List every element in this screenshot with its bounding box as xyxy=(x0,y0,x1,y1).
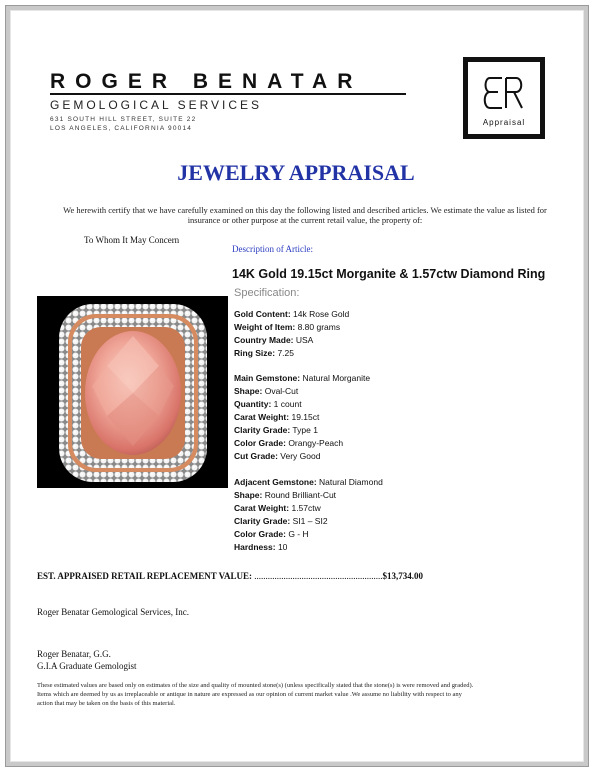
signer-name: Roger Benatar, G.G. xyxy=(37,649,111,659)
spec-group-main-gemstone xyxy=(234,372,370,463)
value-amount: $13,734.00 xyxy=(382,571,423,581)
spec-row: Hardness: 10 xyxy=(234,542,288,552)
spec-row: Cut Grade: Very Good xyxy=(234,451,321,461)
spec-group-metal xyxy=(234,308,349,360)
company-subtitle: GEMOLOGICAL SERVICES xyxy=(50,98,263,112)
recipient: To Whom It May Concern xyxy=(84,235,180,245)
spec-row: Clarity Grade: SI1 – SI2 xyxy=(234,516,328,526)
certification-text: We herewith certify that we have carefully examined on this day the following listed and described articles. We estimate the value as listed for insurance or other purpose at the current retail value, the property of: xyxy=(63,205,547,225)
spec-row: Color Grade: Orangy-Peach xyxy=(234,438,344,448)
signer-title: G.I.A Graduate Gemologist xyxy=(37,661,137,671)
spec-group-adjacent-gemstone xyxy=(234,476,383,554)
ring-photo xyxy=(37,296,228,488)
disclaimer: These estimated values are based only on estimates of the size and quality of mounted stone(s) (unless specifically stated that the stone(s) is were removed and graded). Items which are deemed by us as irreplaceable or antique in nature are expressed as our opinion of current market value .We assume no liability with respect to any action that may be taken on the basis of this material. xyxy=(37,682,474,707)
item-title: 14K Gold 19.15ct Morganite & 1.57ctw Diamond Ring xyxy=(232,267,546,281)
spec-row: Weight of Item: 8.80 grams xyxy=(234,322,341,332)
document-title: JEWELRY APPRAISAL xyxy=(177,160,415,185)
spec-row: Clarity Grade: Type 1 xyxy=(234,425,318,435)
logo-caption: Appraisal xyxy=(482,118,526,127)
spec-row: Ring Size: 7.25 xyxy=(234,348,294,358)
spec-row: Main Gemstone: Natural Morganite xyxy=(234,373,371,383)
value-label: EST. APPRAISED RETAIL REPLACEMENT VALUE: xyxy=(37,571,252,581)
spec-row: Country Made: USA xyxy=(234,335,314,345)
address-line-2: LOS ANGELES, CALIFORNIA 90014 xyxy=(50,125,193,132)
value-leader-dots: ......................................................... xyxy=(251,571,383,581)
company-name: ROGER BENATAR xyxy=(50,70,363,93)
spec-row: Shape: Oval-Cut xyxy=(234,386,299,396)
description-label: Description of Article: xyxy=(232,244,313,254)
spec-row: Carat Weight: 1.57ctw xyxy=(234,503,321,513)
spec-row: Shape: Round Brilliant-Cut xyxy=(234,490,337,500)
spec-row: Gold Content: 14k Rose Gold xyxy=(234,309,350,319)
header-divider xyxy=(50,93,406,95)
address-line-1: 631 SOUTH HILL STREET, SUITE 22 xyxy=(50,116,197,123)
specification-label: Specification: xyxy=(234,287,300,299)
company-line: Roger Benatar Gemological Services, Inc. xyxy=(37,607,189,617)
spec-row: Carat Weight: 19.15ct xyxy=(234,412,320,422)
spec-row: Color Grade: G - H xyxy=(234,529,309,539)
ring-image-icon xyxy=(37,296,228,488)
appraisal-logo xyxy=(463,57,545,139)
appraised-value xyxy=(37,571,423,581)
spec-row: Adjacent Gemstone: Natural Diamond xyxy=(234,477,383,487)
spec-row: Quantity: 1 count xyxy=(234,399,302,409)
br-monogram-icon xyxy=(480,74,528,114)
